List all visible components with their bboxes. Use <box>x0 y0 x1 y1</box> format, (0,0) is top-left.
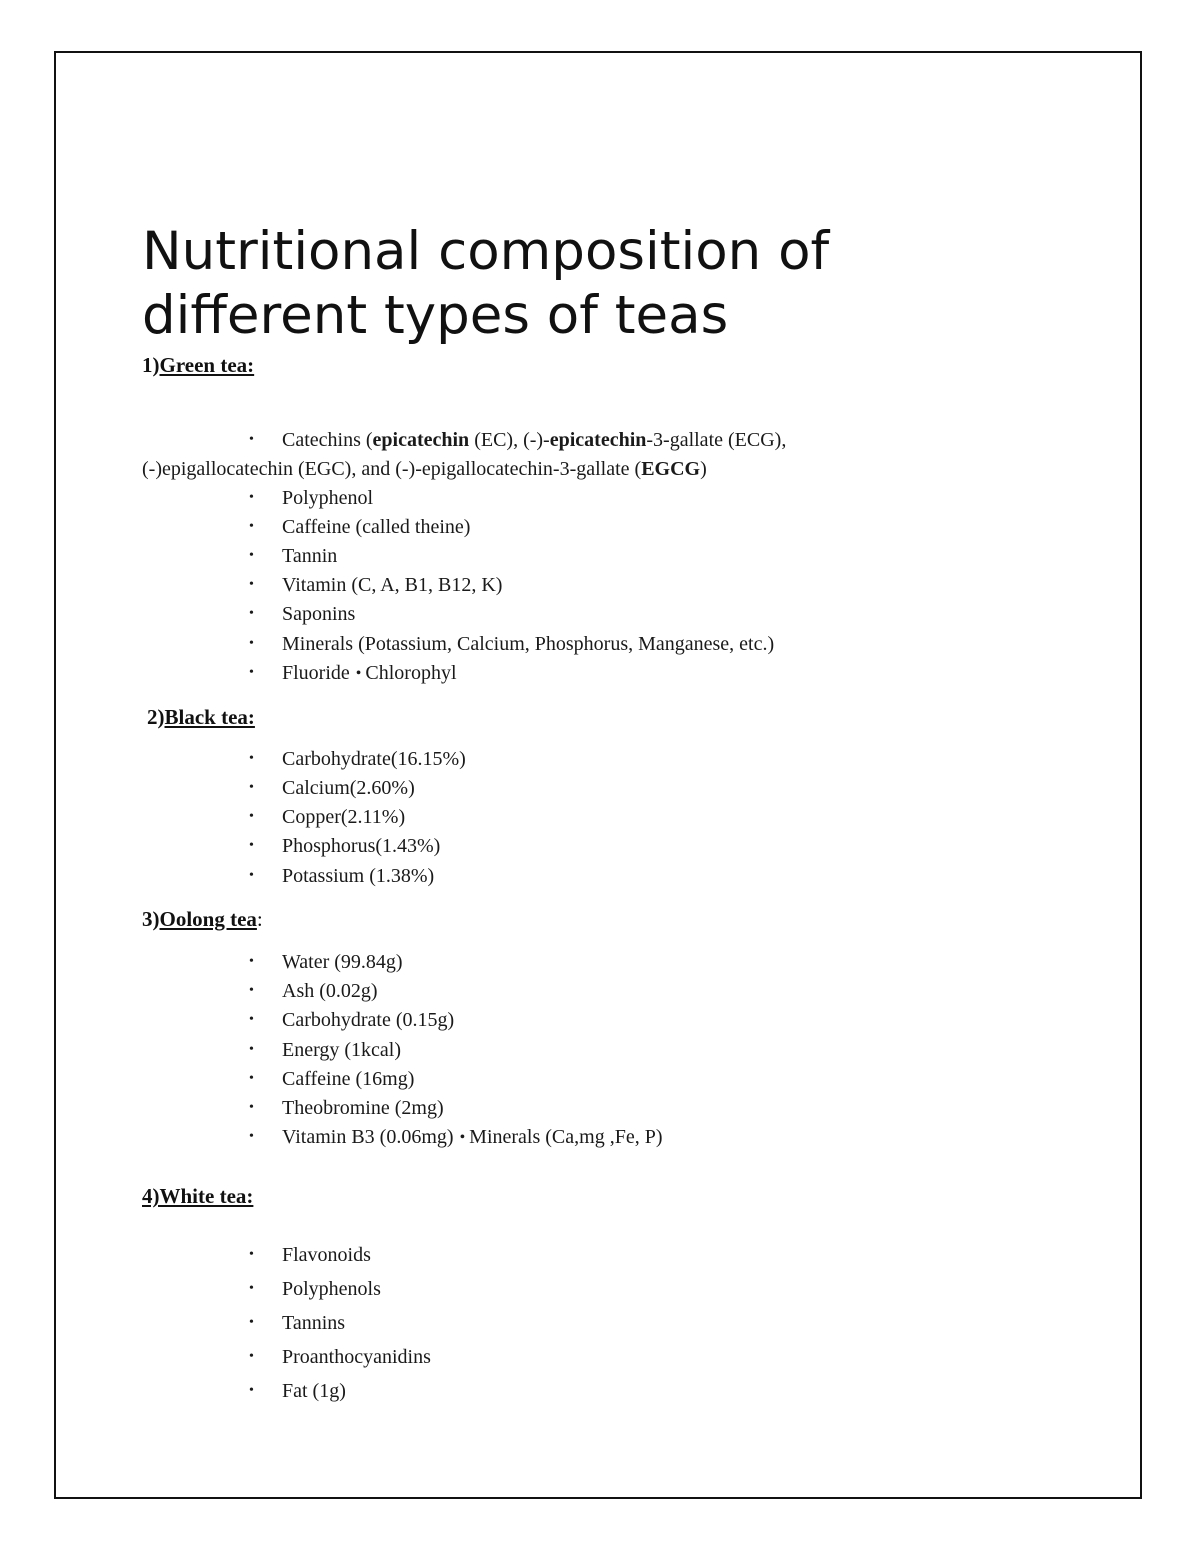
title-line-2: different types of teas <box>142 285 729 346</box>
title-line-1: Nutritional composition of <box>142 221 830 282</box>
section-heading-oolong-tea: 3)Oolong tea: <box>142 907 263 931</box>
section-heading-white-tea: 4)White tea: <box>142 1184 254 1208</box>
list-item-continuation: (-)epigallocatechin (EGC), and (-)-epigallocatechin-3-gallate (EGCG) <box>142 458 707 480</box>
section-heading-black-tea: 2)Black tea: <box>147 705 255 729</box>
section-heading-green-tea: 1)Green tea: <box>142 353 255 377</box>
document-title <box>142 220 1042 348</box>
